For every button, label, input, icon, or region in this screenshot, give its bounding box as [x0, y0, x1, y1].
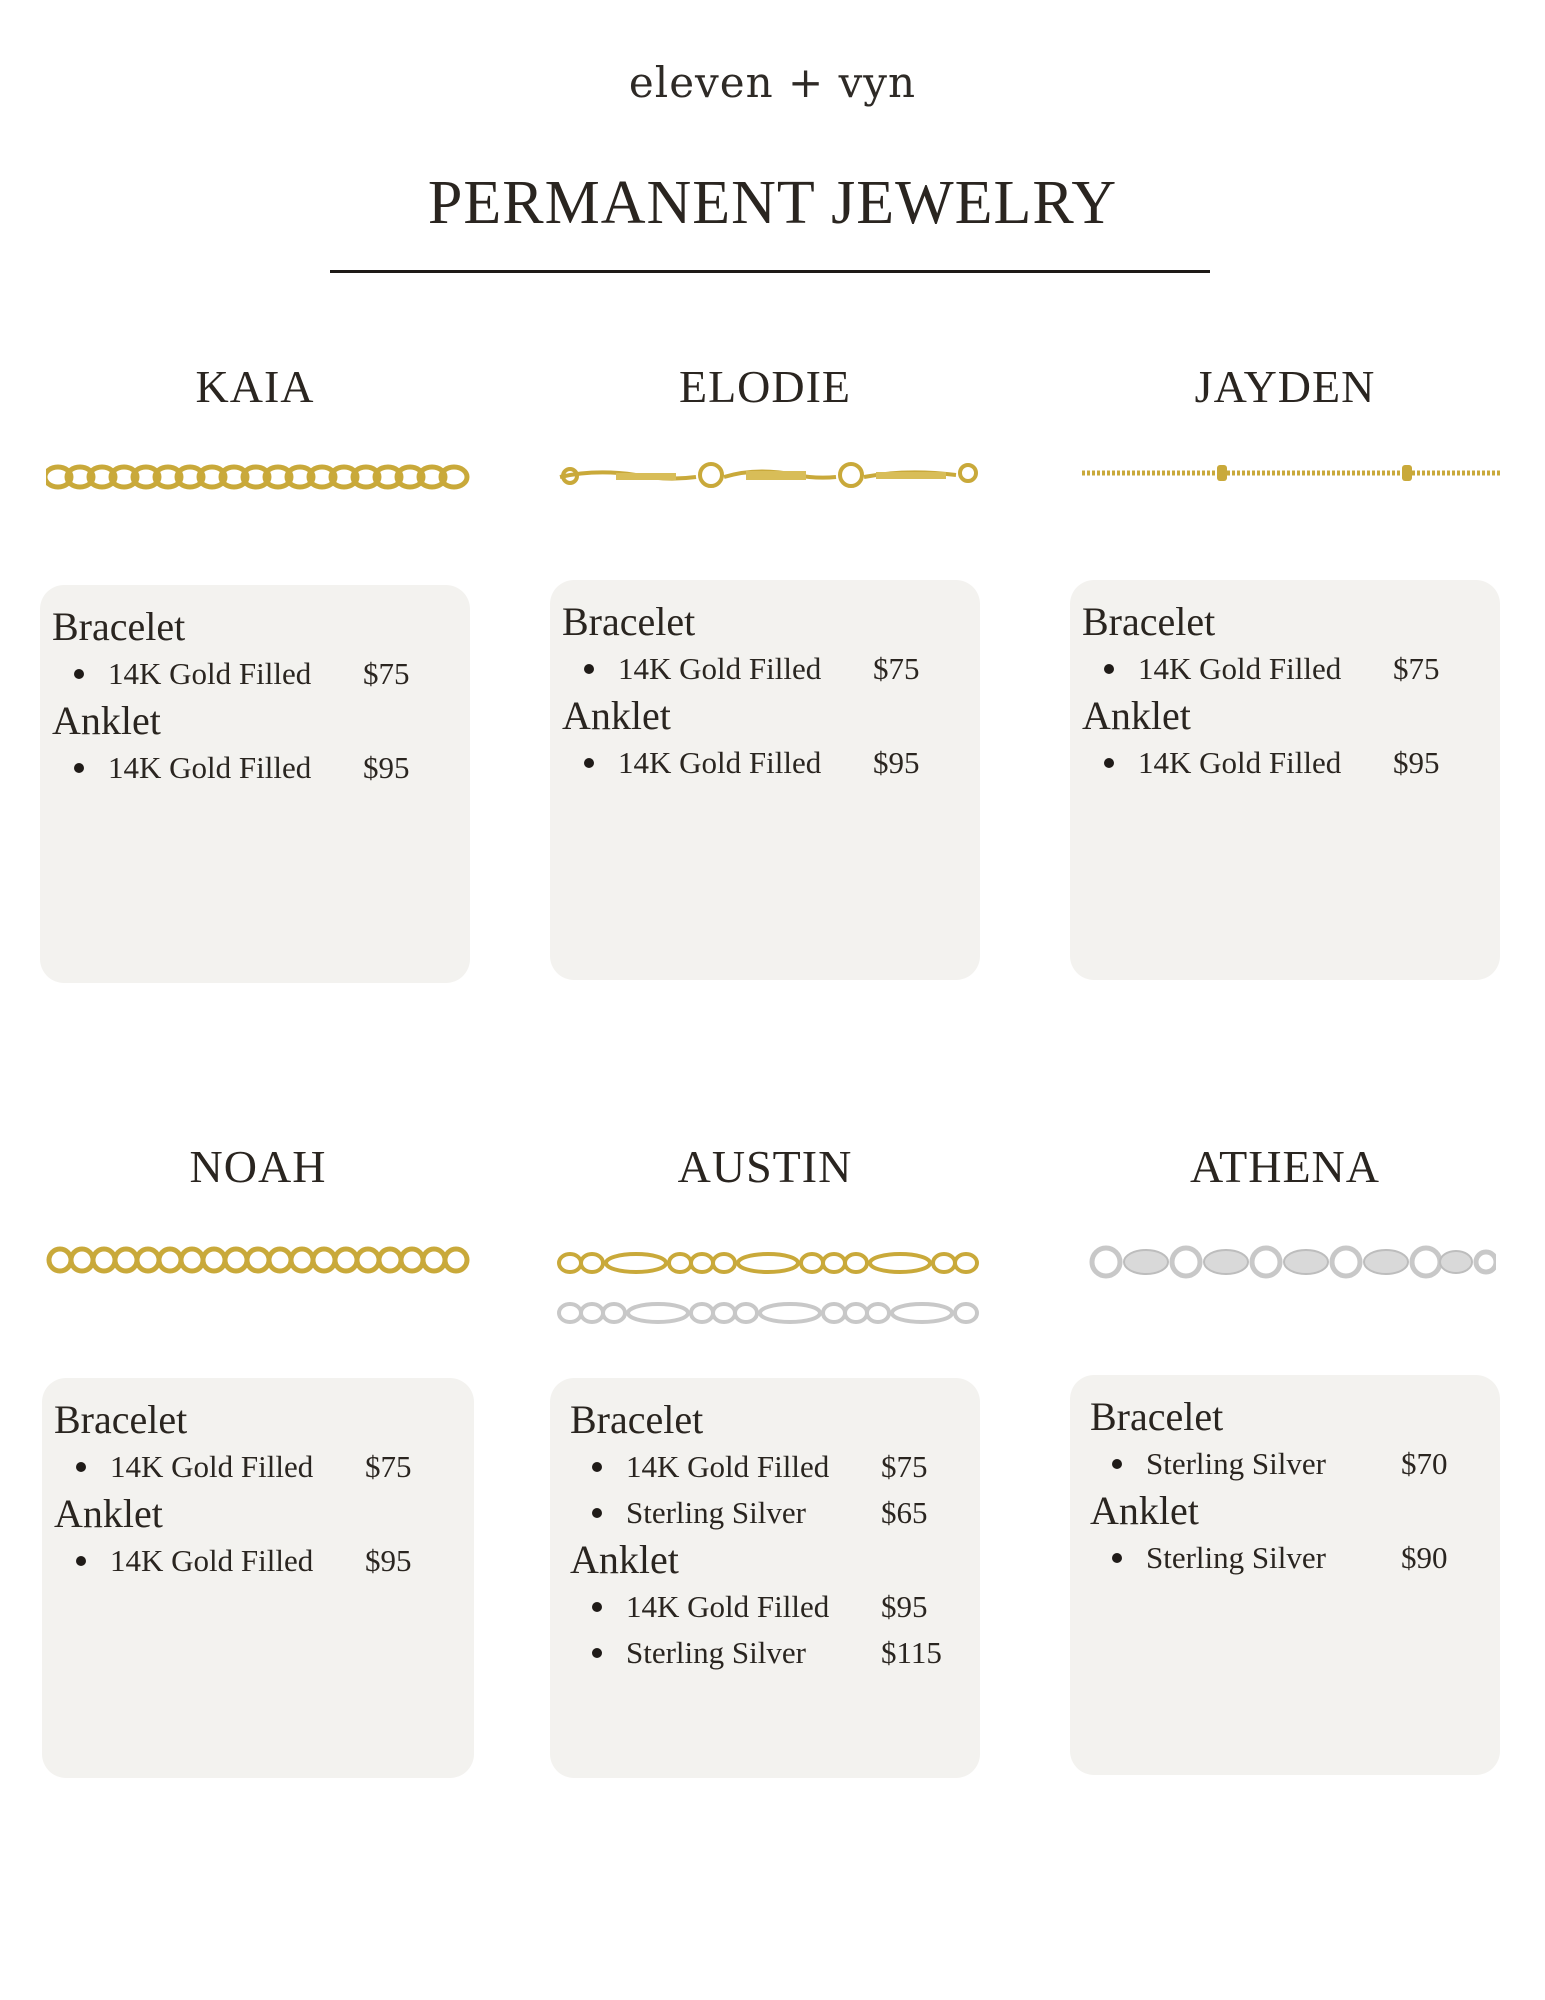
price-card — [550, 1378, 980, 1778]
material: 14K Gold Filled — [108, 750, 312, 785]
price-card — [1070, 1375, 1500, 1775]
chain-image-jayden — [1082, 458, 1502, 488]
bullet-icon — [1112, 1459, 1122, 1469]
bullet-icon — [584, 758, 594, 768]
group-title-bracelet: Bracelet — [1090, 1394, 1224, 1439]
price-card — [40, 585, 470, 983]
material: 14K Gold Filled — [110, 1449, 314, 1484]
price-item — [1090, 1441, 1488, 1487]
bullet-icon — [74, 669, 84, 679]
material: 14K Gold Filled — [618, 651, 822, 686]
bullet-icon — [76, 1556, 86, 1566]
price-item — [54, 1538, 462, 1584]
price: $75 — [873, 651, 920, 686]
product-name: KAIA — [195, 361, 315, 412]
material: 14K Gold Filled — [618, 745, 822, 780]
price-item — [54, 1444, 462, 1490]
price: $115 — [881, 1635, 942, 1670]
material: 14K Gold Filled — [626, 1449, 830, 1484]
bullet-icon — [76, 1462, 86, 1472]
group-title-anklet: Anklet — [562, 693, 671, 738]
price: $75 — [1393, 651, 1440, 686]
material: 14K Gold Filled — [108, 656, 312, 691]
bullet-icon — [1112, 1553, 1122, 1563]
product-name: AUSTIN — [677, 1141, 853, 1192]
price: $95 — [873, 745, 920, 780]
product-austin — [550, 1130, 980, 1780]
price-item — [1090, 1535, 1488, 1581]
group-title-anklet: Anklet — [1090, 1488, 1199, 1533]
price-card — [42, 1378, 474, 1778]
price: $95 — [1393, 745, 1440, 780]
group-title-bracelet: Bracelet — [1082, 599, 1216, 644]
price-item — [562, 740, 968, 786]
group-title-anklet: Anklet — [1082, 693, 1191, 738]
price-item — [562, 646, 968, 692]
price-item — [52, 651, 458, 697]
brand-name: eleven + vyn — [628, 58, 917, 107]
bullet-icon — [592, 1508, 602, 1518]
bullet-icon — [592, 1462, 602, 1472]
price-item — [1082, 740, 1488, 786]
group-title-bracelet: Bracelet — [52, 604, 186, 649]
product-name: JAYDEN — [1194, 361, 1376, 412]
bullet-icon — [74, 763, 84, 773]
price: $70 — [1401, 1446, 1448, 1481]
price-card — [1070, 580, 1500, 980]
material: Sterling Silver — [1146, 1540, 1326, 1575]
group-title-anklet: Anklet — [570, 1537, 679, 1582]
product-name: ELODIE — [678, 361, 852, 412]
product-name: NOAH — [189, 1141, 327, 1192]
bullet-icon — [592, 1648, 602, 1658]
price: $95 — [365, 1543, 412, 1578]
material: 14K Gold Filled — [626, 1589, 830, 1624]
price-item — [570, 1630, 968, 1676]
chain-image-austin-gold — [556, 1245, 980, 1281]
material: Sterling Silver — [626, 1635, 806, 1670]
chain-image-elodie — [556, 455, 980, 499]
price: $65 — [881, 1495, 928, 1530]
price-item — [570, 1584, 968, 1630]
title-divider — [330, 270, 1210, 273]
group-title-anklet: Anklet — [54, 1491, 163, 1536]
chain-image-austin-silver — [556, 1295, 980, 1331]
product-elodie — [550, 350, 980, 990]
material: 14K Gold Filled — [110, 1543, 314, 1578]
group-title-bracelet: Bracelet — [570, 1397, 704, 1442]
price-item — [1082, 646, 1488, 692]
material: Sterling Silver — [626, 1495, 806, 1530]
chain-image-athena — [1084, 1240, 1496, 1284]
group-title-anklet: Anklet — [52, 698, 161, 743]
material: 14K Gold Filled — [1138, 651, 1342, 686]
price: $75 — [881, 1449, 928, 1484]
product-kaia — [40, 350, 470, 990]
material: 14K Gold Filled — [1138, 745, 1342, 780]
product-name: ATHENA — [1190, 1141, 1380, 1192]
product-noah — [42, 1130, 474, 1780]
page-title: PERMANENT JEWELRY — [427, 169, 1118, 237]
group-title-bracelet: Bracelet — [54, 1397, 188, 1442]
product-athena — [1070, 1130, 1500, 1780]
price-item — [570, 1490, 968, 1536]
material: Sterling Silver — [1146, 1446, 1326, 1481]
price: $75 — [363, 656, 410, 691]
group-title-bracelet: Bracelet — [562, 599, 696, 644]
price: $95 — [363, 750, 410, 785]
price: $95 — [881, 1589, 928, 1624]
bullet-icon — [584, 664, 594, 674]
price: $75 — [365, 1449, 412, 1484]
chain-image-noah — [46, 1238, 474, 1282]
price-item — [570, 1444, 968, 1490]
price: $90 — [1401, 1540, 1448, 1575]
chain-image-kaia — [46, 455, 470, 499]
price-item — [52, 745, 458, 791]
bullet-icon — [1104, 758, 1114, 768]
price-card — [550, 580, 980, 980]
product-jayden — [1070, 350, 1500, 990]
bullet-icon — [1104, 664, 1114, 674]
bullet-icon — [592, 1602, 602, 1612]
